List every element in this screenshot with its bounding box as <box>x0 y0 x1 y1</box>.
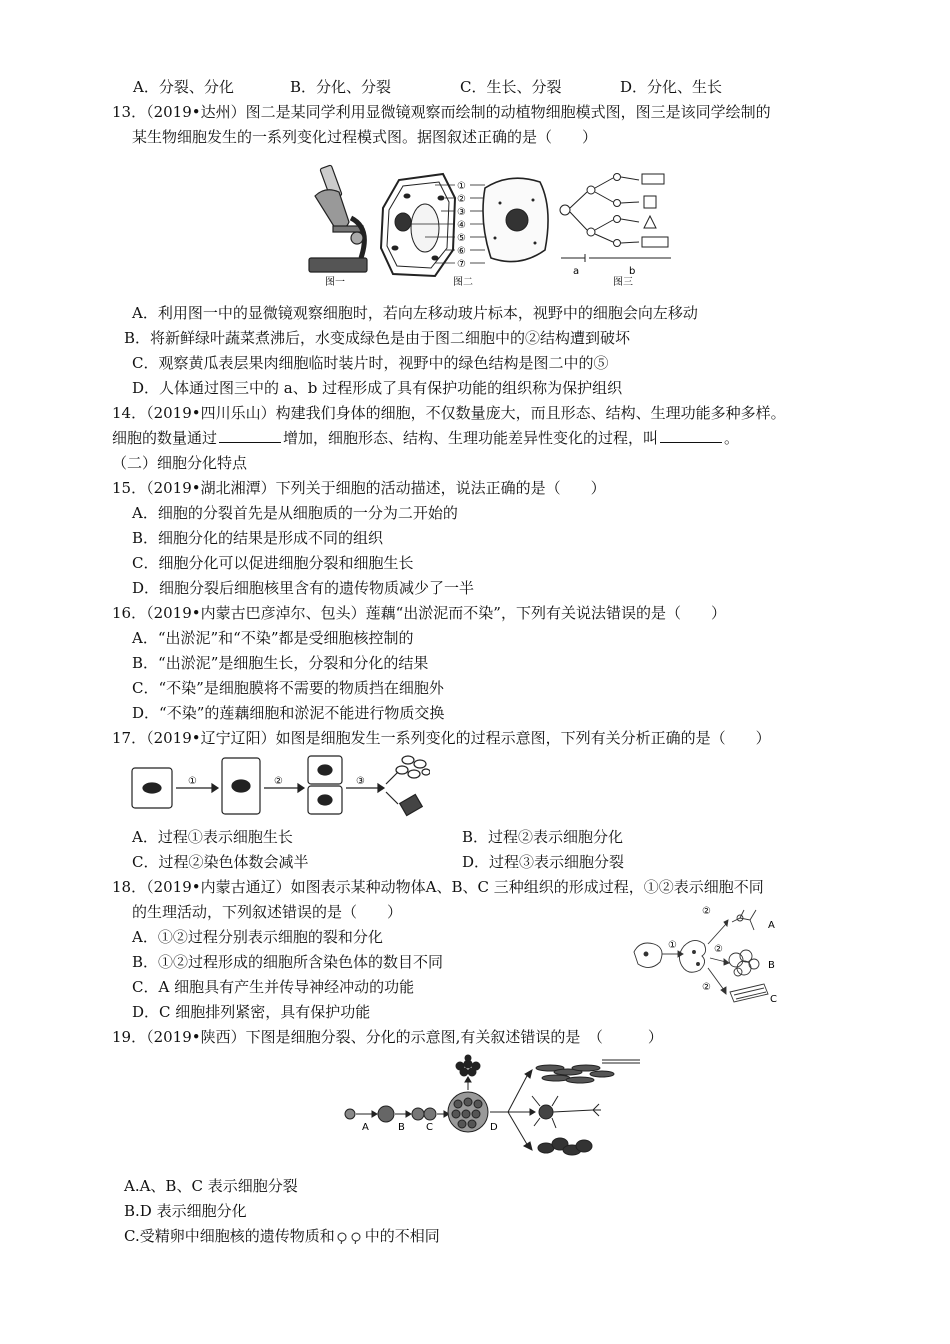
q18-tissue-c-label: C <box>770 994 777 1005</box>
q18-process-2a-label: ② <box>702 906 711 917</box>
q17-process-1-label: ① <box>188 776 197 787</box>
q14-text-c: 。 <box>724 429 740 447</box>
q18-option-d: D．C 细胞排列紧密，具有保护功能 <box>132 1003 371 1021</box>
q16-stem: 16．（2019•内蒙古巴彦淖尔、包头）莲藕“出淤泥而不染”，下列有关说法错误的是（ ） <box>112 604 726 622</box>
q17-option-c: C．过程②染色体数会减半 <box>132 853 309 871</box>
q16-option-c: C．“不染”是细胞膜将不需要的物质挡在细胞外 <box>132 679 444 697</box>
svg-text:③: ③ <box>457 207 466 218</box>
svg-text:⑤: ⑤ <box>457 233 466 244</box>
svg-text:④: ④ <box>457 220 466 231</box>
q19-figure <box>340 1054 640 1166</box>
q12-option-d: D．分化、生长 <box>620 78 723 96</box>
q17-process-2-label: ② <box>274 776 283 787</box>
q18-stem-line2: 的生理活动，下列叙述错误的是（ ） <box>132 903 403 921</box>
microscope-illustration <box>309 165 367 272</box>
q13-option-a: A．利用图一中的显微镜观察细胞时，若向左移动玻片标本，视野中的细胞会向左移动 <box>132 304 698 322</box>
q14-text-a: 细胞的数量通过 <box>112 429 218 447</box>
q12-option-c: C．生长、分裂 <box>460 78 562 96</box>
q18-tissue-b-label: B <box>768 960 775 971</box>
q13-option-b: B．将新鲜绿叶蔬菜煮沸后，水变成绿色是由于图二细胞中的②结构遭到破坏 <box>124 329 631 347</box>
fig3-b-label: b <box>629 266 636 277</box>
structure-number-labels <box>457 181 466 270</box>
q16-option-a: A．“出淤泥”和“不染”都是受细胞核控制的 <box>132 629 414 647</box>
q18-option-a: A．①②过程分别表示细胞的裂和分化 <box>132 928 383 946</box>
q18-process-1-label: ① <box>668 940 677 951</box>
q19-stage-a-label: A <box>362 1122 369 1133</box>
q17-option-a: A．过程①表示细胞生长 <box>132 828 293 846</box>
q18-option-b: B．①②过程形成的细胞所含染色体的数目不同 <box>132 953 444 971</box>
q19-stage-d-label: D <box>490 1122 498 1133</box>
q12-option-a: A．分裂、分化 <box>133 78 234 96</box>
q13-figure <box>295 158 675 290</box>
q15-option-b: B．细胞分化的结果是形成不同的组织 <box>132 529 384 547</box>
fig3-label: 图三 <box>613 277 633 288</box>
q18-figure <box>628 902 788 1012</box>
q19-stage-c-label: C <box>426 1122 433 1133</box>
svg-text:②: ② <box>457 194 466 205</box>
q18-process-2c-label: ② <box>702 982 711 993</box>
q18-tissue-a-label: A <box>768 920 775 931</box>
q18-option-c: C．A 细胞具有产生并传导神经冲动的功能 <box>132 978 415 996</box>
q19-option-c-tail: 中的不相同 <box>364 1227 440 1245</box>
q19-option-c-text: C.受精卵中细胞核的遗传物质和 <box>124 1227 335 1245</box>
q19-stage-b-label: B <box>398 1122 405 1133</box>
q19-stem: 19．（2019•陕西）下图是细胞分裂、分化的示意图,有关叙述错误的是 （ ） <box>112 1028 663 1046</box>
q13-stem-line1: 13．（2019•达州）图二是某同学利用显微镜观察而绘制的动植物细胞模式图，图三是该同学绘制的 <box>112 103 771 121</box>
q17-option-b: B．过程②表示细胞分化 <box>462 828 624 846</box>
q19-option-a: A.A、B、C 表示细胞分裂 <box>124 1177 298 1195</box>
svg-text:⑥: ⑥ <box>457 246 466 257</box>
svg-text:⑦: ⑦ <box>457 259 466 270</box>
fig1-label: 图一 <box>325 277 345 288</box>
svg-text:①: ① <box>457 181 466 192</box>
q12-option-b: B．分化、分裂 <box>290 78 392 96</box>
sperm-cells-icon <box>335 1228 365 1244</box>
q16-option-b: B．“出淤泥”是细胞生长，分裂和分化的结果 <box>132 654 429 672</box>
q14-answer-blank-2[interactable] <box>660 428 722 443</box>
q15-option-c: C．细胞分化可以促进细胞分裂和细胞生长 <box>132 554 414 572</box>
q17-stem: 17．（2019•辽宁辽阳）如图是细胞发生一系列变化的过程示意图，下列有关分析正确的是（ ） <box>112 729 771 747</box>
q16-option-d: D．“不染”的莲藕细胞和淤泥不能进行物质交换 <box>132 704 445 722</box>
q14-line2 <box>112 427 739 449</box>
q13-stem-line2: 某生物细胞发生的一系列变化过程模式图。据图叙述正确的是（ ） <box>132 128 598 146</box>
q13-option-d: D．人体通过图三中的 a、b 过程形成了具有保护功能的组织称为保护组织 <box>132 379 623 397</box>
fig3-a-label: a <box>573 266 580 277</box>
section-heading: （二）细胞分化特点 <box>112 454 248 472</box>
q15-option-d: D．细胞分裂后细胞核里含有的遗传物质减少了一半 <box>132 579 475 597</box>
q18-process-2b-label: ② <box>714 944 723 955</box>
cell-differentiation-diagram <box>560 174 671 263</box>
q17-process-3-label: ③ <box>356 776 365 787</box>
plant-cell-illustration <box>381 174 455 276</box>
q19-option-c <box>124 1225 440 1247</box>
q18-stem-line1: 18．（2019•内蒙古通辽）如图表示某种动物体A、B、C 三种组织的形成过程，①②表示细胞不同 <box>112 878 764 896</box>
q14-answer-blank-1[interactable] <box>219 428 281 443</box>
q17-figure <box>130 752 430 818</box>
q19-option-b: B.D 表示细胞分化 <box>124 1202 247 1220</box>
q14-line1: 14．（2019•四川乐山）构建我们身体的细胞，不仅数量庞大，而且形态、结构、生理功能多种多样。 <box>112 404 786 422</box>
q15-stem: 15．（2019•湖北湘潭）下列关于细胞的活动描述，说法正确的是（ ） <box>112 479 606 497</box>
q14-text-b: 增加，细胞形态、结构、生理功能差异性变化的过程，叫 <box>283 429 659 447</box>
animal-cell-illustration <box>483 178 548 261</box>
q15-option-a: A．细胞的分裂首先是从细胞质的一分为二开始的 <box>132 504 458 522</box>
q13-option-c: C．观察黄瓜表层果肉细胞临时装片时，视野中的绿色结构是图二中的⑤ <box>132 354 609 372</box>
q17-option-d: D．过程③表示细胞分裂 <box>462 853 625 871</box>
fig2-label: 图二 <box>453 277 473 288</box>
